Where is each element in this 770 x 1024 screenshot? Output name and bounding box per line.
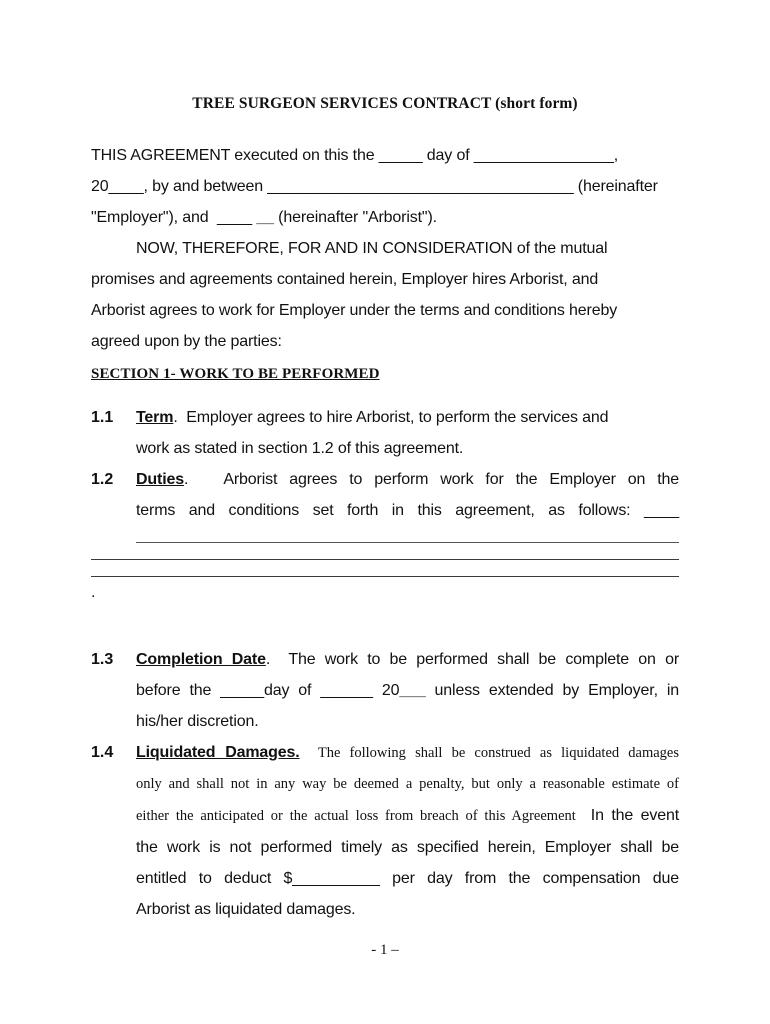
blank-field-completion-day: _____ [220,682,264,699]
text-run: , [613,147,619,164]
intro-line-1 [91,140,679,171]
blank-field-completion-month: ______ [320,682,373,699]
clause-1-2-line-2 [136,495,679,526]
clause-1-3-number: 1.3 [91,651,114,668]
blank-field-duties: ____ [644,502,679,519]
clause-1-4-line-5 [136,863,679,894]
blank-field-arborist-name: ____ [217,209,253,226]
text-run: (hereinafter [573,178,658,195]
blank-field-arborist-short: __ [256,209,274,226]
section-1-clauses [91,402,679,925]
blank-field-employer-name: ___________________________________ [267,178,574,195]
recitals-line-3: Arborist agrees to work for Employer under the terms and conditions hereby [91,302,618,319]
text-run: 20 [372,682,400,699]
text-run: terms and conditions set forth in this agreement, as follows: [136,502,644,519]
recitals-line-2: promises and agreements contained herein, Employer hires Arborist, and [91,271,599,288]
text-run: entitled to deduct $ [136,870,293,887]
clause-1-1-line-2: work as stated in section 1.2 of this agreement. [136,440,464,457]
clause-1-4-number: 1.4 [91,744,114,761]
clause-1-4-term: Liquidated Damages. [136,744,300,761]
text-run: 20 [91,178,109,195]
text-run: . The work to be performed shall be complete on or [265,651,679,668]
blank-field-completion-year: ___ [399,682,426,699]
page-number: - 1 – [371,942,399,958]
text-run: . Employer agrees to hire Arborist, to perform the services and [173,409,609,426]
blank-field-month: ________________ [473,147,614,164]
clause-1-1-number: 1.1 [91,409,114,426]
clause-1-4-line-4: the work is not performed timely as specified herein, Employer shall be [136,839,679,856]
text-run: day of [422,147,474,164]
vertical-spacer [91,608,679,644]
clause-1-2 [91,464,679,526]
text-run: In the event [575,807,679,824]
clause-1-4-line-2: only and shall not in any way be deemed a penalty, but only a reasonable estimate of [136,776,679,792]
recitals-line-4: agreed upon by the parties: [91,333,282,350]
clause-1-4-line-6: Arborist as liquidated damages. [136,901,356,918]
intro-line-3 [91,202,679,233]
section-1-heading: SECTION 1- WORK TO BE PERFORMED [91,366,380,382]
text-run: . Arborist agrees to perform work for the Employer on the [184,471,679,488]
document-body [91,140,679,925]
clause-1-2-number: 1.2 [91,471,114,488]
duties-fill-in-line-2 [91,543,679,560]
clause-1-1-term: Term [136,409,174,426]
clause-1-1 [91,402,679,464]
text-run: (hereinafter "Arborist"). [273,209,437,226]
duties-fill-in-line-3 [91,560,679,577]
document-title: TREE SURGEON SERVICES CONTRACT (short form) [192,95,578,112]
clause-1-3-line-2 [136,675,679,706]
blank-field-deduct-amount: __________ [292,870,380,887]
text-run: per day from the compensation due [379,870,679,887]
blank-field-year: ____ [108,178,144,195]
trailing-period-line: . [91,584,96,601]
clause-1-2-line-1 [136,464,679,495]
duties-fill-in-line-1 [136,526,679,543]
clause-1-4-line-1 [136,737,679,769]
text-run-serif: The following shall be construed as liquidated damages [299,745,679,761]
clause-1-1-line-1 [136,402,679,433]
text-run: "Employer"), and [91,209,218,226]
text-run: before the [136,682,221,699]
clause-1-4 [91,737,679,925]
text-run: , by and between [143,178,268,195]
clause-1-3-term: Completion Date [136,651,266,668]
recitals-line-1: NOW, THEREFORE, FOR AND IN CONSIDERATION of the mutual [136,240,608,257]
blank-field-day: _____ [378,147,423,164]
clause-1-3 [91,644,679,737]
text-run: day of [263,682,321,699]
clause-1-3-line-3: his/her discretion. [136,713,259,730]
clause-1-2-term: Duties [136,471,184,488]
clause-1-4-line-3 [136,800,679,832]
text-run: unless extended by Employer, in [425,682,680,699]
clause-1-3-line-1 [136,644,679,675]
intro-line-2 [91,171,679,202]
text-run-serif: either the anticipated or the actual loss from breach of this Agreement [136,808,576,824]
text-run: THIS AGREEMENT executed on this the [91,147,379,164]
